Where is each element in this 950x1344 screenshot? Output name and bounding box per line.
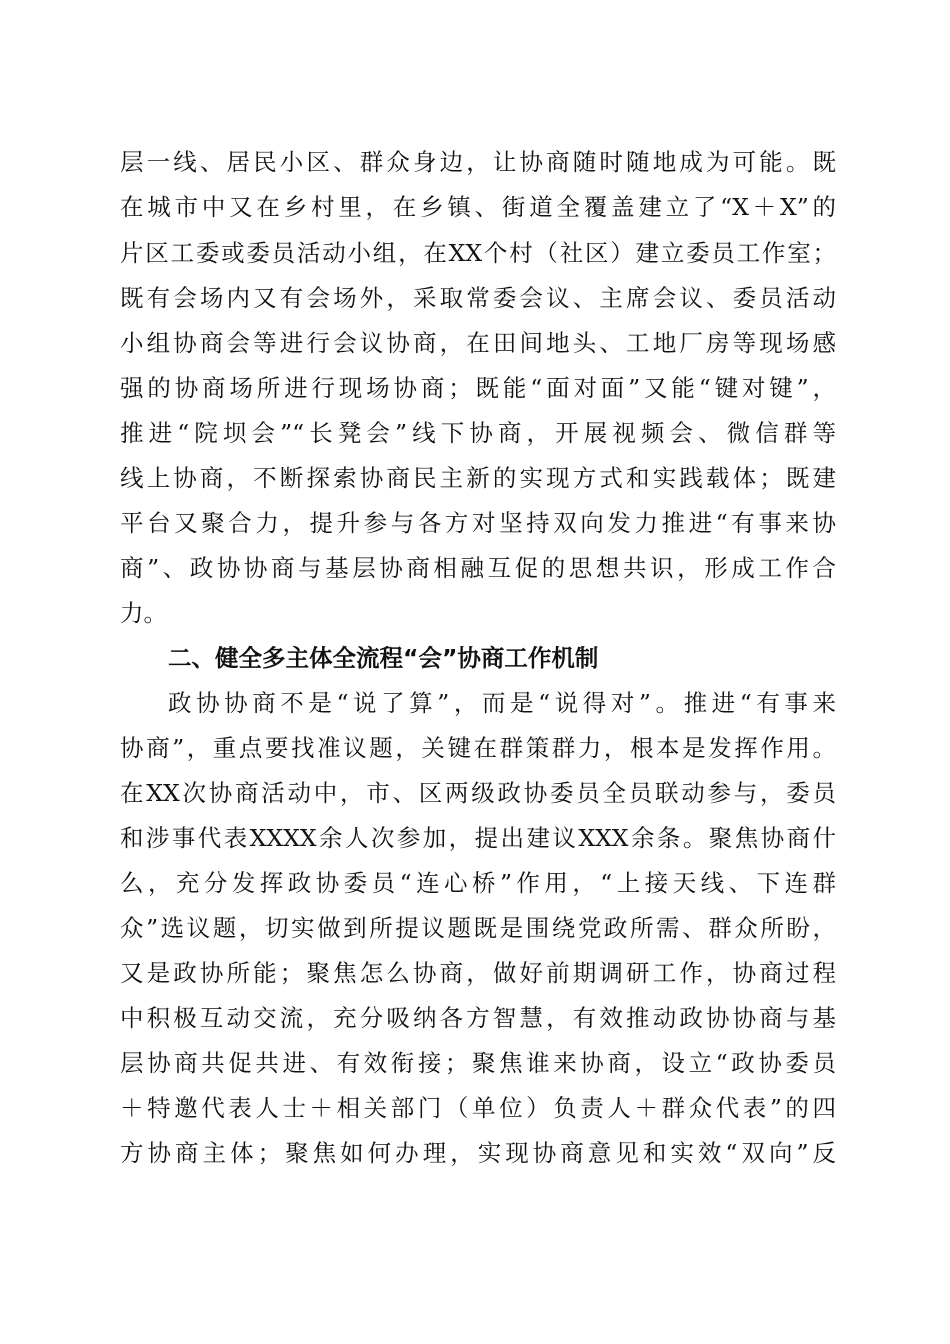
- paragraph-line: ＋特邀代表人士＋相关部门（单位）负责人＋群众代表”的四: [120, 1094, 836, 1122]
- paragraph-line: 推进“院坝会”“长凳会”线下协商，开展视频会、微信群等: [120, 419, 836, 447]
- paragraph-line: 政协协商不是“说了算”，而是“说得对”。推进“有事来: [168, 689, 836, 717]
- paragraph-line: 商”、政协协商与基层协商相融互促的思想共识，形成工作合: [120, 554, 836, 582]
- paragraph-line: 和涉事代表XXXX余人次参加，提出建议XXX余条。聚焦协商什: [120, 824, 836, 852]
- paragraph-line: 在XX次协商活动中，市、区两级政协委员全员联动参与，委员: [120, 779, 836, 807]
- section-heading: 二、健全多主体全流程“会”协商工作机制: [168, 644, 599, 672]
- paragraph-line: 力。: [120, 599, 167, 627]
- paragraph-line: 强的协商场所进行现场协商；既能“面对面”又能“键对键”，: [120, 374, 836, 402]
- paragraph-line: 小组协商会等进行会议协商，在田间地头、工地厂房等现场感: [120, 329, 836, 357]
- paragraph-line: 层一线、居民小区、群众身边，让协商随时随地成为可能。既: [120, 148, 836, 176]
- paragraph-line: 片区工委或委员活动小组，在XX个村（社区）建立委员工作室；: [120, 239, 836, 267]
- paragraph-line: 在城市中又在乡村里，在乡镇、街道全覆盖建立了“X＋X”的: [120, 193, 836, 221]
- paragraph-line: 又是政协所能；聚焦怎么协商，做好前期调研工作，协商过程: [120, 959, 836, 987]
- paragraph-line: 层协商共促共进、有效衔接；聚焦谁来协商，设立“政协委员: [120, 1049, 836, 1077]
- paragraph-line: 平台又聚合力，提升参与各方对坚持双向发力推进“有事来协: [120, 509, 836, 537]
- paragraph-line: 线上协商，不断探索协商民主新的实现方式和实践载体；既建: [120, 464, 836, 492]
- paragraph-line: 么，充分发挥政协委员“连心桥”作用，“上接天线、下连群: [120, 869, 836, 897]
- paragraph-line: 众”选议题，切实做到所提议题既是围绕党政所需、群众所盼，: [120, 914, 836, 942]
- paragraph-line: 中积极互动交流，充分吸纳各方智慧，有效推动政协协商与基: [120, 1004, 836, 1032]
- paragraph-line: 既有会场内又有会场外，采取常委会议、主席会议、委员活动: [120, 284, 836, 312]
- paragraph-line: 协商”，重点要找准议题，关键在群策群力，根本是发挥作用。: [120, 734, 836, 762]
- paragraph-line: 方协商主体；聚焦如何办理，实现协商意见和实效“双向”反: [120, 1139, 836, 1167]
